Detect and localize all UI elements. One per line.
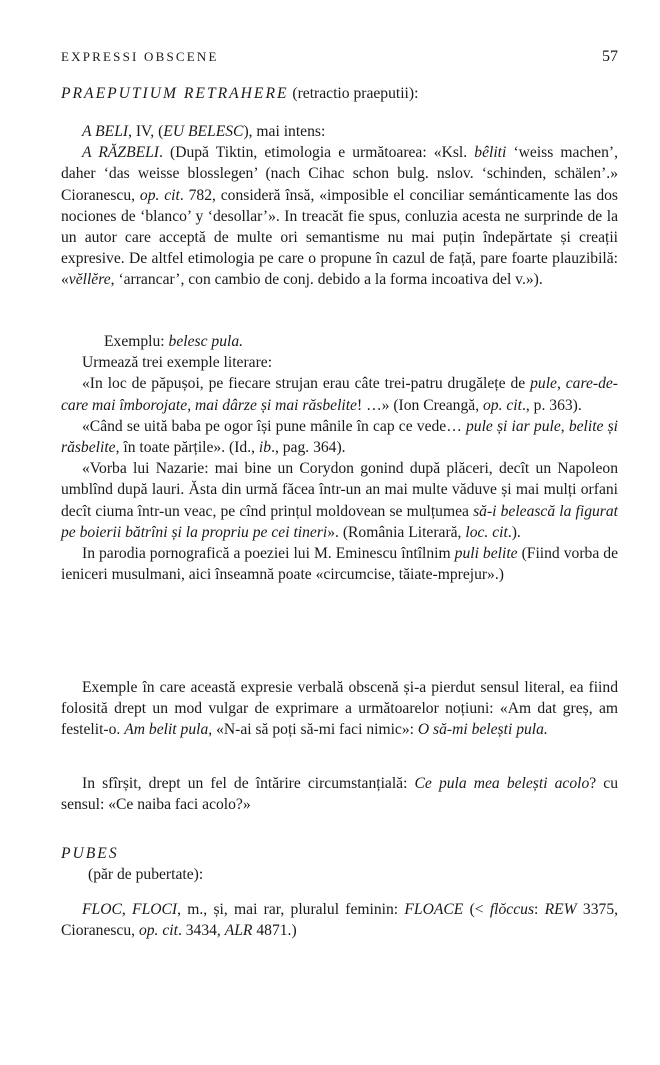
page-number: 57 xyxy=(602,48,618,65)
entry-a-beli xyxy=(61,121,618,291)
text: ), mai intens: xyxy=(243,123,326,140)
literary-intro: Urmează trei exemple literare: xyxy=(82,354,273,372)
text: , «N-ai să poți să-mi faci nimic»: xyxy=(208,721,418,739)
text-italic: Am belit pula xyxy=(124,721,209,739)
etymology-paragraph xyxy=(61,142,618,290)
eminescu-parody-paragraph xyxy=(61,543,618,585)
text: 4871.) xyxy=(252,922,297,940)
text: In sfîrșit, drept un fel de întărire circumstanțială: xyxy=(82,775,415,792)
example-text: belesc pula. xyxy=(168,333,244,350)
term-a-razbeli: A RĂZBELI xyxy=(82,144,159,162)
text: , xyxy=(556,375,566,393)
quote-romania-literara xyxy=(61,458,618,543)
section-heading-pubes xyxy=(61,843,618,885)
text: «Când se uită baba pe ogor își pune mânile în cap ce vede… xyxy=(82,417,466,435)
text: , xyxy=(121,901,133,918)
example-line xyxy=(61,331,618,352)
text: , ‘arrancar’, con cambio de conj. debido a la forma incoativa del v.»). xyxy=(110,271,543,289)
text: ‘weiss machen’, daher ‘das weisse blosslegen’ (nach Cihac schon bulg. nslov. ‘schinden, schälen’.» Cioranescu, xyxy=(61,144,618,204)
text-italic: puli belite xyxy=(454,545,518,563)
entry-floc xyxy=(61,899,618,941)
text: 3375, Cioranescu, xyxy=(61,901,619,940)
text: (< xyxy=(463,901,490,918)
text: ? cu sensul: «Ce naiba faci acolo?» xyxy=(61,775,618,814)
examples-block xyxy=(61,331,618,585)
text-italic: Ce pula mea belești acolo xyxy=(414,775,590,792)
text: ., pag. 364). xyxy=(271,439,346,457)
text: . 3434, xyxy=(177,922,225,940)
text: . (După Tiktin, etimologia e următoarea: «Ksl. xyxy=(159,144,475,162)
text: «In loc de păpușoi, pe fiecare strujan erau câte trei-patru drugălețe de xyxy=(82,375,531,393)
term-a-beli: A BELI xyxy=(82,123,129,140)
text-italic: O să-mi belești pula. xyxy=(417,721,548,739)
text: . 782, consideră însă, «imposible el conciliar semánticamente las dos nociones de ‘blanco’ y ‘desollar’». In treacăt fie spus, conluzia acesta ne surprinde de la un autor care acceptă de multe ori semantisme nu mai puțin îndepărtate și creații expresive. De altfel etimologia pe care o propune în cazul de față, pare foarte plauzibilă: « xyxy=(61,186,618,289)
text-italic: pule și iar pule xyxy=(465,417,561,435)
heading-gloss: (păr de pubertate): xyxy=(88,866,204,884)
text-italic: flŏccus xyxy=(489,901,535,918)
text-italic: op. cit xyxy=(483,396,522,414)
term-floc: FLOC xyxy=(82,901,122,918)
text-italic: ALR xyxy=(224,922,253,940)
text: «Vorba lui Nazarie: mai bine un Corydon gonind după plăceri, decît un Napoleon umblînd după lauri. Ăsta din urmă făcea într-un an mai multe văduve și mai mulți orfani decît ciuma într-un veac, pe cînd prințul moldovean se mulțumea xyxy=(61,460,618,520)
term-floace: FLOACE xyxy=(404,901,464,918)
entry-heading: PUBES xyxy=(61,845,119,862)
figurative-usage-paragraph xyxy=(61,677,618,741)
text: , m., și, mai rar, pluralul feminin: xyxy=(177,901,405,918)
text-italic: care-de-care mai îmborojate xyxy=(61,375,618,414)
text: , IV, ( xyxy=(128,123,164,140)
text: (Fiind vorba de ieniceri musulmani, aici înseamnă poate «circumcise, tăiate-mprejur».) xyxy=(61,545,618,584)
section-heading-praeputium xyxy=(61,83,618,104)
text-italic: vĕllĕre xyxy=(68,271,111,289)
running-head xyxy=(61,49,618,65)
text-italic: pule xyxy=(530,375,557,393)
text: , xyxy=(560,417,569,435)
intensifier-paragraph xyxy=(61,773,618,815)
term-eu-belesc: EU BELESC xyxy=(163,123,244,140)
text: : xyxy=(534,901,545,918)
text-italic: să-i belească la figurat pe boierii bătrîni și la propriu pe cei tineri xyxy=(61,502,618,541)
heading-gloss: (retractio praeputii): xyxy=(288,85,419,102)
running-head-title: EXPRESSI OBSCENE xyxy=(61,49,219,64)
text: .). xyxy=(507,523,521,541)
text: ». (România Literară, xyxy=(327,523,466,541)
text-italic: op. cit xyxy=(139,186,180,204)
text: In parodia pornografică a poeziei lui M. Eminescu întîlnim xyxy=(82,545,455,563)
text: ., p. 363). xyxy=(521,396,582,414)
quote-creanga-1 xyxy=(61,373,618,415)
text-italic: belite și răsbelite xyxy=(61,417,619,457)
text: Exemple în care această expresie verbală obscenă și-a pierdut sensul literal, ea fiind folosită drept un mod vulgar de exprimare a următoarelor noțiuni: «Am dat greș, am festelit-o. xyxy=(61,679,618,739)
text: , în toate părțile». (Id., xyxy=(115,439,259,457)
quote-creanga-2 xyxy=(61,416,618,458)
text: , xyxy=(187,396,195,414)
entry-heading: PRAEPUTIUM RETRAHERE xyxy=(61,85,289,102)
text-italic: bêliti xyxy=(474,144,507,162)
text-italic: loc. cit xyxy=(465,523,508,541)
text-italic: mai dârze și mai răsbelite xyxy=(194,396,357,414)
text-italic: op. cit xyxy=(138,922,178,940)
text-italic: ib xyxy=(258,439,272,457)
text: ! …» (Ion Creangă, xyxy=(356,396,483,414)
term-floci: FLOCI xyxy=(132,901,178,918)
example-label: Exemplu: xyxy=(104,333,169,350)
text-italic: REW xyxy=(544,901,577,918)
